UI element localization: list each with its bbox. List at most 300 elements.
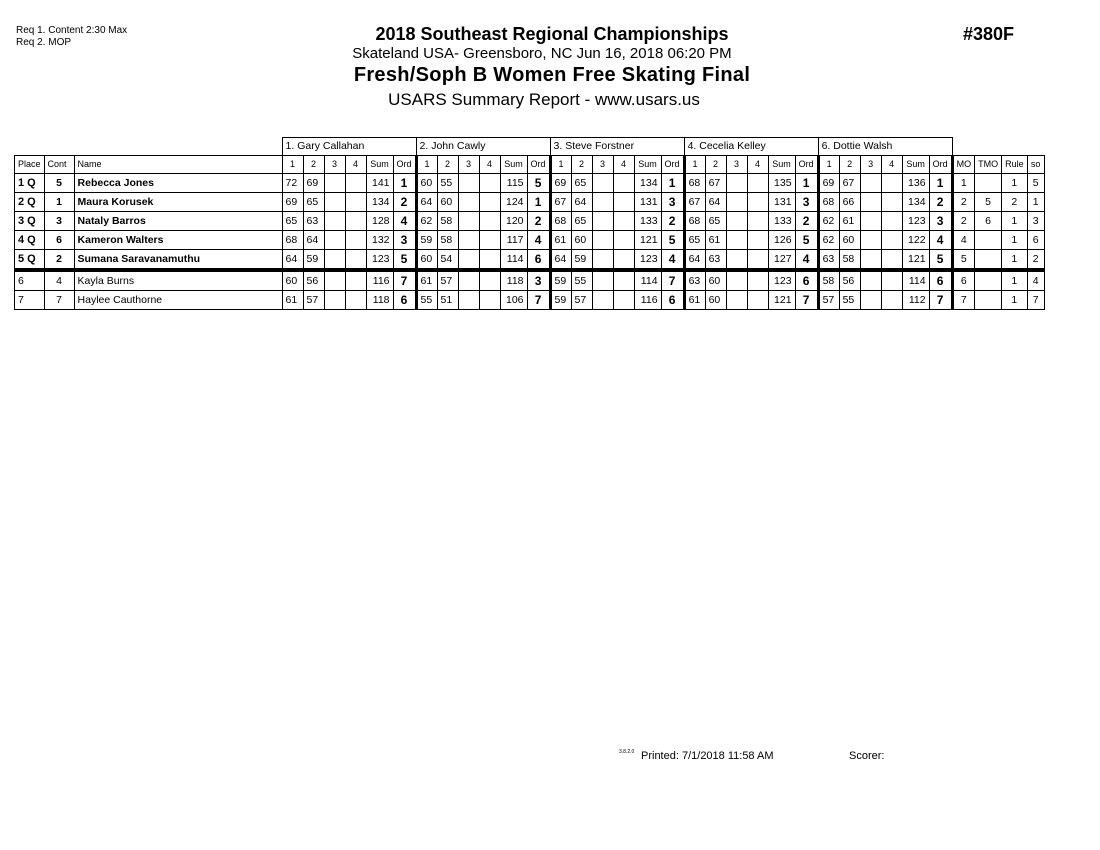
mo-cell: 5 bbox=[952, 250, 975, 271]
mark-2: 61 bbox=[705, 231, 726, 250]
header-mark-j2: 2 bbox=[705, 156, 726, 174]
table-row bbox=[15, 231, 1045, 250]
ordinal: 6 bbox=[527, 250, 550, 271]
software-version: 3.8.2.0 bbox=[619, 749, 635, 755]
judge-name-1: 1. Gary Callahan bbox=[282, 138, 416, 156]
mark-2: 56 bbox=[303, 270, 324, 291]
mark-3 bbox=[458, 250, 479, 271]
so-cell: 4 bbox=[1027, 270, 1044, 291]
ordinal: 1 bbox=[527, 193, 550, 212]
header-mark-j3: 3 bbox=[324, 156, 345, 174]
mark-3 bbox=[324, 250, 345, 271]
header-sum: Sum bbox=[902, 156, 929, 174]
mo-cell: 1 bbox=[952, 174, 975, 193]
skater-name: Nataly Barros bbox=[74, 212, 282, 231]
mark-3 bbox=[726, 212, 747, 231]
skater-name: Rebecca Jones bbox=[74, 174, 282, 193]
place-cell: 1 Q bbox=[15, 174, 45, 193]
mark-sum: 118 bbox=[366, 291, 393, 310]
header-mark-j2: 2 bbox=[839, 156, 860, 174]
ordinal: 4 bbox=[393, 212, 416, 231]
mark-4 bbox=[613, 291, 634, 310]
skater-name: Haylee Cauthorne bbox=[74, 291, 282, 310]
results-table bbox=[14, 137, 1045, 310]
ordinal: 7 bbox=[795, 291, 818, 310]
mark-sum: 123 bbox=[902, 212, 929, 231]
mark-sum: 123 bbox=[634, 250, 661, 271]
header-ord: Ord bbox=[929, 156, 952, 174]
mark-3 bbox=[592, 212, 613, 231]
mark-1: 64 bbox=[282, 250, 303, 271]
mark-sum: 117 bbox=[500, 231, 527, 250]
mark-4 bbox=[345, 291, 366, 310]
requirement-line: Req 2. MOP bbox=[16, 37, 72, 48]
so-cell: 2 bbox=[1027, 250, 1044, 271]
contestant-number: 1 bbox=[44, 193, 74, 212]
mark-4 bbox=[881, 174, 902, 193]
column-header-row bbox=[15, 156, 1045, 174]
mark-3 bbox=[860, 231, 881, 250]
ordinal: 2 bbox=[661, 212, 684, 231]
judge-header-row bbox=[15, 138, 1045, 156]
tmo-cell bbox=[975, 270, 1002, 291]
mark-sum: 116 bbox=[366, 270, 393, 291]
place-cell: 3 Q bbox=[15, 212, 45, 231]
mark-3 bbox=[324, 193, 345, 212]
mark-1: 61 bbox=[550, 231, 571, 250]
contestant-number: 5 bbox=[44, 174, 74, 193]
mark-sum: 127 bbox=[768, 250, 795, 271]
mark-3 bbox=[592, 250, 613, 271]
mark-2: 57 bbox=[437, 270, 458, 291]
header-place: Place bbox=[15, 156, 45, 174]
mark-2: 60 bbox=[705, 270, 726, 291]
mark-4 bbox=[881, 270, 902, 291]
contestant-number: 2 bbox=[44, 250, 74, 271]
rule-cell: 2 bbox=[1002, 193, 1028, 212]
judge-name-2: 2. John Cawly bbox=[416, 138, 550, 156]
mark-2: 59 bbox=[303, 250, 324, 271]
ordinal: 3 bbox=[661, 193, 684, 212]
mark-1: 62 bbox=[416, 212, 437, 231]
mark-3 bbox=[860, 174, 881, 193]
mark-4 bbox=[881, 212, 902, 231]
mark-2: 63 bbox=[705, 250, 726, 271]
header-mark-j4: 4 bbox=[881, 156, 902, 174]
mark-3 bbox=[726, 250, 747, 271]
ordinal: 3 bbox=[527, 270, 550, 291]
mark-sum: 106 bbox=[500, 291, 527, 310]
mark-1: 63 bbox=[684, 270, 705, 291]
mark-sum: 131 bbox=[768, 193, 795, 212]
mark-2: 60 bbox=[571, 231, 592, 250]
place-cell: 7 bbox=[15, 291, 45, 310]
mark-sum: 114 bbox=[500, 250, 527, 271]
header-mark-j3: 3 bbox=[458, 156, 479, 174]
mark-4 bbox=[345, 231, 366, 250]
mark-2: 56 bbox=[839, 270, 860, 291]
place-cell: 2 Q bbox=[15, 193, 45, 212]
table-row bbox=[15, 212, 1045, 231]
mark-2: 67 bbox=[705, 174, 726, 193]
mark-2: 67 bbox=[839, 174, 860, 193]
mark-1: 65 bbox=[282, 212, 303, 231]
ordinal: 5 bbox=[527, 174, 550, 193]
mark-1: 60 bbox=[416, 174, 437, 193]
mark-3 bbox=[458, 231, 479, 250]
mark-3 bbox=[458, 270, 479, 291]
judge-name-4: 4. Cecelia Kelley bbox=[684, 138, 818, 156]
mark-3 bbox=[458, 212, 479, 231]
mark-4 bbox=[613, 250, 634, 271]
tmo-cell: 6 bbox=[975, 212, 1002, 231]
mark-3 bbox=[324, 270, 345, 291]
header-mark-j1: 1 bbox=[550, 156, 571, 174]
mark-2: 55 bbox=[437, 174, 458, 193]
mark-2: 64 bbox=[705, 193, 726, 212]
mark-2: 55 bbox=[571, 270, 592, 291]
contestant-number: 4 bbox=[44, 270, 74, 291]
skater-name: Maura Korusek bbox=[74, 193, 282, 212]
mark-4 bbox=[479, 291, 500, 310]
mark-sum: 128 bbox=[366, 212, 393, 231]
header-mark-j1: 1 bbox=[282, 156, 303, 174]
scorer-label: Scorer: bbox=[849, 750, 885, 762]
header-sum: Sum bbox=[634, 156, 661, 174]
mark-1: 72 bbox=[282, 174, 303, 193]
mark-3 bbox=[860, 291, 881, 310]
rule-cell: 1 bbox=[1002, 212, 1028, 231]
mark-4 bbox=[747, 291, 768, 310]
mark-sum: 112 bbox=[902, 291, 929, 310]
mark-3 bbox=[726, 291, 747, 310]
so-cell: 1 bbox=[1027, 193, 1044, 212]
mo-cell: 6 bbox=[952, 270, 975, 291]
mark-sum: 141 bbox=[366, 174, 393, 193]
venue-date: Skateland USA- Greensboro, NC Jun 16, 2018 06:20 PM bbox=[352, 45, 732, 62]
table-row bbox=[15, 250, 1045, 271]
ordinal: 6 bbox=[795, 270, 818, 291]
requirement-line: Req 1. Content 2:30 Max bbox=[16, 25, 128, 36]
mark-2: 65 bbox=[571, 174, 592, 193]
mark-1: 62 bbox=[818, 212, 839, 231]
so-cell: 5 bbox=[1027, 174, 1044, 193]
rule-cell: 1 bbox=[1002, 270, 1028, 291]
header-ord: Ord bbox=[393, 156, 416, 174]
mark-2: 60 bbox=[705, 291, 726, 310]
skater-name: Sumana Saravanamuthu bbox=[74, 250, 282, 271]
mark-sum: 123 bbox=[366, 250, 393, 271]
so-cell: 6 bbox=[1027, 231, 1044, 250]
judge-name-3: 3. Steve Forstner bbox=[550, 138, 684, 156]
mark-2: 60 bbox=[437, 193, 458, 212]
mark-sum: 114 bbox=[902, 270, 929, 291]
mark-4 bbox=[613, 231, 634, 250]
mark-3 bbox=[726, 231, 747, 250]
mark-3 bbox=[324, 174, 345, 193]
mark-4 bbox=[479, 270, 500, 291]
mo-cell: 2 bbox=[952, 212, 975, 231]
mark-3 bbox=[592, 291, 613, 310]
header-tmo: TMO bbox=[975, 156, 1002, 174]
mark-2: 60 bbox=[839, 231, 860, 250]
mark-sum: 114 bbox=[634, 270, 661, 291]
ordinal: 4 bbox=[795, 250, 818, 271]
mark-sum: 115 bbox=[500, 174, 527, 193]
mark-sum: 121 bbox=[634, 231, 661, 250]
mark-4 bbox=[345, 250, 366, 271]
skater-name: Kayla Burns bbox=[74, 270, 282, 291]
ordinal: 6 bbox=[661, 291, 684, 310]
ordinal: 5 bbox=[661, 231, 684, 250]
ordinal: 5 bbox=[393, 250, 416, 271]
mark-sum: 124 bbox=[500, 193, 527, 212]
header-mark-j2: 2 bbox=[571, 156, 592, 174]
header-mo: MO bbox=[952, 156, 975, 174]
mark-3 bbox=[592, 174, 613, 193]
competition-title: 2018 Southeast Regional Championships bbox=[375, 24, 729, 44]
mark-4 bbox=[747, 174, 768, 193]
mark-4 bbox=[747, 231, 768, 250]
mark-3 bbox=[860, 212, 881, 231]
mark-4 bbox=[479, 174, 500, 193]
tmo-cell: 5 bbox=[975, 193, 1002, 212]
mark-1: 58 bbox=[818, 270, 839, 291]
ordinal: 1 bbox=[929, 174, 952, 193]
mark-sum: 135 bbox=[768, 174, 795, 193]
header-mark-j4: 4 bbox=[747, 156, 768, 174]
header-sum: Sum bbox=[500, 156, 527, 174]
skater-name: Kameron Walters bbox=[74, 231, 282, 250]
mark-4 bbox=[747, 250, 768, 271]
mark-4 bbox=[881, 250, 902, 271]
ordinal: 7 bbox=[929, 291, 952, 310]
mark-sum: 134 bbox=[366, 193, 393, 212]
mark-3 bbox=[860, 270, 881, 291]
mark-4 bbox=[479, 212, 500, 231]
mark-3 bbox=[860, 250, 881, 271]
mark-sum: 131 bbox=[634, 193, 661, 212]
mark-2: 57 bbox=[303, 291, 324, 310]
rule-cell: 1 bbox=[1002, 250, 1028, 271]
mark-2: 65 bbox=[303, 193, 324, 212]
mark-1: 67 bbox=[684, 193, 705, 212]
mark-3 bbox=[592, 270, 613, 291]
ordinal: 5 bbox=[929, 250, 952, 271]
mark-2: 51 bbox=[437, 291, 458, 310]
ordinal: 2 bbox=[527, 212, 550, 231]
mark-sum: 118 bbox=[500, 270, 527, 291]
header-mark-j3: 3 bbox=[726, 156, 747, 174]
mark-4 bbox=[479, 250, 500, 271]
mark-3 bbox=[592, 231, 613, 250]
ordinal: 1 bbox=[661, 174, 684, 193]
mark-3 bbox=[726, 270, 747, 291]
tmo-cell bbox=[975, 291, 1002, 310]
ordinal: 1 bbox=[393, 174, 416, 193]
ordinal: 4 bbox=[929, 231, 952, 250]
ordinal: 4 bbox=[527, 231, 550, 250]
mark-1: 64 bbox=[550, 250, 571, 271]
mark-4 bbox=[881, 193, 902, 212]
mark-1: 59 bbox=[550, 291, 571, 310]
mark-4 bbox=[613, 270, 634, 291]
mark-sum: 133 bbox=[634, 212, 661, 231]
header-mark-j3: 3 bbox=[860, 156, 881, 174]
mark-4 bbox=[613, 193, 634, 212]
ordinal: 2 bbox=[929, 193, 952, 212]
mark-4 bbox=[747, 270, 768, 291]
mark-2: 61 bbox=[839, 212, 860, 231]
rule-cell: 1 bbox=[1002, 291, 1028, 310]
header-so: so bbox=[1027, 156, 1044, 174]
mark-1: 60 bbox=[416, 250, 437, 271]
so-cell: 3 bbox=[1027, 212, 1044, 231]
mark-4 bbox=[345, 174, 366, 193]
header-sum: Sum bbox=[768, 156, 795, 174]
ordinal: 7 bbox=[661, 270, 684, 291]
tmo-cell bbox=[975, 231, 1002, 250]
report-title: USARS Summary Report - www.usars.us bbox=[388, 90, 700, 109]
place-cell: 6 bbox=[15, 270, 45, 291]
mark-1: 60 bbox=[282, 270, 303, 291]
contestant-number: 3 bbox=[44, 212, 74, 231]
mark-sum: 116 bbox=[634, 291, 661, 310]
header-rule: Rule bbox=[1002, 156, 1028, 174]
header-ord: Ord bbox=[661, 156, 684, 174]
ordinal: 6 bbox=[929, 270, 952, 291]
mark-1: 61 bbox=[684, 291, 705, 310]
place-cell: 5 Q bbox=[15, 250, 45, 271]
mark-4 bbox=[613, 212, 634, 231]
so-cell: 7 bbox=[1027, 291, 1044, 310]
mark-2: 58 bbox=[437, 212, 458, 231]
mark-sum: 134 bbox=[902, 193, 929, 212]
header-mark-j4: 4 bbox=[479, 156, 500, 174]
header-ord: Ord bbox=[527, 156, 550, 174]
header-cont: Cont bbox=[44, 156, 74, 174]
mark-2: 66 bbox=[839, 193, 860, 212]
mark-1: 62 bbox=[818, 231, 839, 250]
ordinal: 7 bbox=[527, 291, 550, 310]
mark-1: 65 bbox=[684, 231, 705, 250]
mark-3 bbox=[726, 193, 747, 212]
mark-1: 68 bbox=[550, 212, 571, 231]
mark-3 bbox=[324, 212, 345, 231]
ordinal: 2 bbox=[795, 212, 818, 231]
mo-cell: 4 bbox=[952, 231, 975, 250]
header-mark-j4: 4 bbox=[613, 156, 634, 174]
mark-3 bbox=[592, 193, 613, 212]
mark-4 bbox=[747, 193, 768, 212]
header-mark-j3: 3 bbox=[592, 156, 613, 174]
table-row bbox=[15, 193, 1045, 212]
mark-4 bbox=[345, 193, 366, 212]
ordinal: 3 bbox=[929, 212, 952, 231]
header-sum: Sum bbox=[366, 156, 393, 174]
mark-2: 65 bbox=[705, 212, 726, 231]
mark-2: 55 bbox=[839, 291, 860, 310]
ordinal: 1 bbox=[795, 174, 818, 193]
mark-sum: 121 bbox=[902, 250, 929, 271]
event-title: Fresh/Soph B Women Free Skating Final bbox=[353, 64, 751, 86]
mark-1: 69 bbox=[818, 174, 839, 193]
table-row bbox=[15, 291, 1045, 310]
mark-1: 67 bbox=[550, 193, 571, 212]
mark-2: 69 bbox=[303, 174, 324, 193]
mark-1: 57 bbox=[818, 291, 839, 310]
header-mark-j1: 1 bbox=[818, 156, 839, 174]
mark-4 bbox=[881, 231, 902, 250]
mark-1: 55 bbox=[416, 291, 437, 310]
mark-4 bbox=[345, 270, 366, 291]
header-ord: Ord bbox=[795, 156, 818, 174]
mark-1: 69 bbox=[282, 193, 303, 212]
header-mark-j1: 1 bbox=[416, 156, 437, 174]
mark-3 bbox=[324, 231, 345, 250]
mark-3 bbox=[458, 174, 479, 193]
ordinal: 7 bbox=[393, 270, 416, 291]
mark-4 bbox=[479, 231, 500, 250]
mark-3 bbox=[860, 193, 881, 212]
mark-1: 64 bbox=[416, 193, 437, 212]
table-row bbox=[15, 174, 1045, 193]
rule-cell: 1 bbox=[1002, 231, 1028, 250]
mark-2: 64 bbox=[571, 193, 592, 212]
mark-1: 59 bbox=[416, 231, 437, 250]
ordinal: 4 bbox=[661, 250, 684, 271]
mark-1: 69 bbox=[550, 174, 571, 193]
ordinal: 6 bbox=[393, 291, 416, 310]
spacer-cell bbox=[15, 138, 283, 156]
mark-1: 68 bbox=[282, 231, 303, 250]
ordinal: 2 bbox=[393, 193, 416, 212]
mark-sum: 122 bbox=[902, 231, 929, 250]
mark-2: 54 bbox=[437, 250, 458, 271]
mo-cell: 7 bbox=[952, 291, 975, 310]
mark-sum: 126 bbox=[768, 231, 795, 250]
mark-3 bbox=[458, 291, 479, 310]
mark-2: 58 bbox=[437, 231, 458, 250]
mark-1: 63 bbox=[818, 250, 839, 271]
mark-1: 64 bbox=[684, 250, 705, 271]
table-row bbox=[15, 270, 1045, 291]
ordinal: 5 bbox=[795, 231, 818, 250]
mark-sum: 121 bbox=[768, 291, 795, 310]
mark-2: 59 bbox=[571, 250, 592, 271]
event-number: #380F bbox=[963, 24, 1015, 44]
mark-1: 68 bbox=[684, 174, 705, 193]
header-mark-j1: 1 bbox=[684, 156, 705, 174]
mark-1: 61 bbox=[282, 291, 303, 310]
header-mark-j4: 4 bbox=[345, 156, 366, 174]
mark-1: 61 bbox=[416, 270, 437, 291]
mo-cell: 2 bbox=[952, 193, 975, 212]
mark-2: 58 bbox=[839, 250, 860, 271]
mark-3 bbox=[458, 193, 479, 212]
mark-sum: 120 bbox=[500, 212, 527, 231]
mark-sum: 132 bbox=[366, 231, 393, 250]
mark-sum: 133 bbox=[768, 212, 795, 231]
mark-4 bbox=[345, 212, 366, 231]
mark-sum: 123 bbox=[768, 270, 795, 291]
mark-4 bbox=[881, 291, 902, 310]
mark-1: 68 bbox=[684, 212, 705, 231]
mark-4 bbox=[613, 174, 634, 193]
ordinal: 3 bbox=[795, 193, 818, 212]
mark-2: 65 bbox=[571, 212, 592, 231]
contestant-number: 6 bbox=[44, 231, 74, 250]
